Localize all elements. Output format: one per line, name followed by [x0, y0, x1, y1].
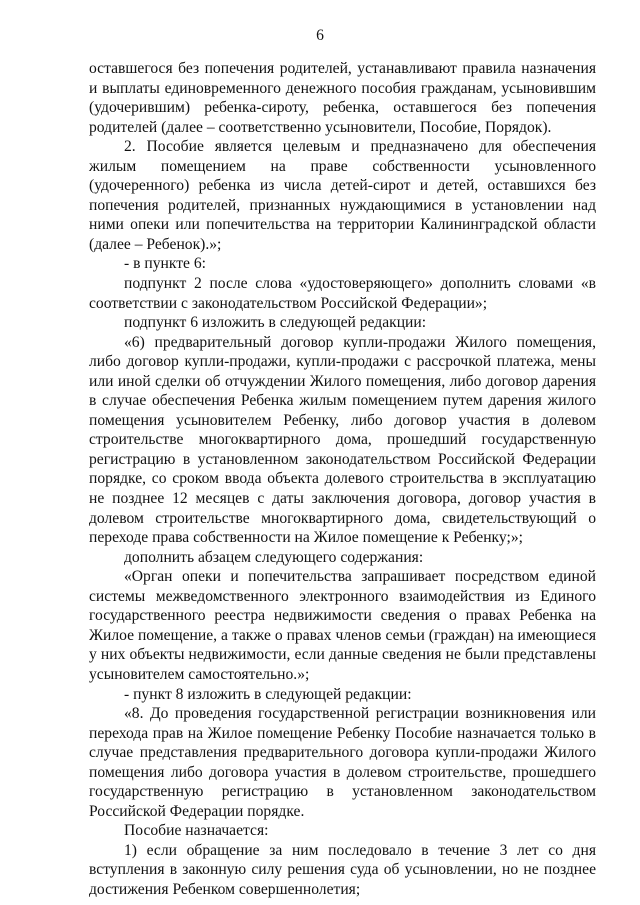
paragraph: подпункт 6 изложить в следующей редакции: [124, 314, 427, 332]
paragraph: «6) предварительный договор купли-продажи Жилого помещения, либо договор купли-продажи, купли-продажи с рассрочкой платежа, мены или иной сделки об отчуждении Жилого помещения, либо договор дарения в случае обеспечения Ребенка жилым помещением путем дарения жилого помещения усыновителем Ребенку, либо договор участия в долевом строительстве многоквартирного дома, прошедший государственную регистрацию в установленном законодательством Российской Федерации порядке, со сроком ввода объекта долевого строительства в эксплуатацию не позднее 12 месяцев с даты заключения договора, договор участия в долевом строительстве многоквартирного дома, свидетельствующий о переходе права собственности на Жилое помещение к Ребенку;»; [89, 333, 596, 547]
paragraph: - в пункте 6: [124, 255, 206, 273]
page-number: 6 [316, 27, 324, 44]
paragraph: 1) если обращение за ним последовало в течение 3 лет со дня вступления в законную силу решения суда об усыновлении, но не позднее достижения Ребенком совершеннолетия; [89, 841, 596, 898]
paragraph: 2. Пособие является целевым и предназначено для обеспечения жилым помещением на праве собственности усыновленного (удочеренного) ребенка из числа детей-сирот и детей, оставшихся без попечения родителей, признанных нуждающимися в установлении над ними опеки или попечительства на территории Калининградской области (далее – Ребенок).»; [89, 138, 596, 253]
paragraph: подпункт 2 после слова «удостоверяющего» дополнить словами «в соответствии с законодательством Российской Федерации»; [89, 275, 596, 312]
paragraph: дополнить абзацем следующего содержания: [124, 548, 424, 566]
paragraph: «Орган опеки и попечительства запрашивает посредством единой системы межведомственного электронного взаимодействия из Единого государственного реестра недвижимости сведения о правах Ребенка на Жилое помещение, а также о правах членов семьи (граждан) на имеющиеся у них объекты недвижимости, если данные сведения не были представлены усыновителем самостоятельно.»; [89, 568, 596, 683]
paragraph: «8. До проведения государственной регистрации возникновения или перехода прав на Жилое помещение Ребенку Пособие назначается только в случае представления предварительного договора купли-продажи Жилого помещения либо договора участия в долевом строительстве, прошедшего государственную регистрацию в установленном законодательством Российской Федерации порядке. [89, 705, 596, 820]
paragraph: оставшегося без попечения родителей, устанавливают правила назначения и выплаты единовременного денежного пособия гражданам, усыновившим (удочерившим) ребенка-сироту, ребенка, оставшегося без попечения родителей (далее – соответственно усыновители, Пособие, Порядок). [89, 60, 596, 136]
paragraph: Пособие назначается: [124, 822, 269, 840]
document-body [89, 59, 596, 900]
paragraph: - пункт 8 изложить в следующей редакции: [124, 685, 412, 703]
